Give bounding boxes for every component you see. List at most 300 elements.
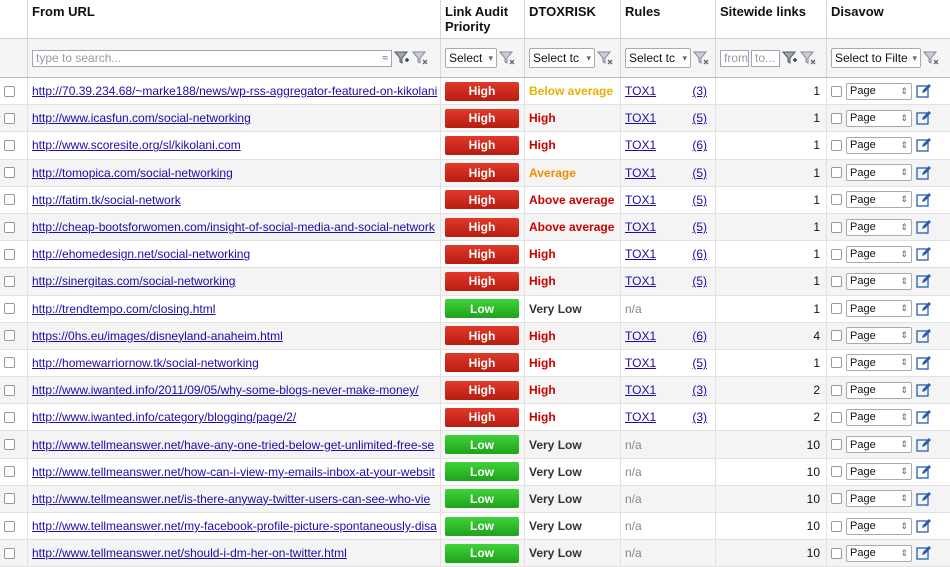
row-checkbox[interactable] xyxy=(4,493,15,504)
filter-cell-rules xyxy=(621,39,716,77)
row-checkbox[interactable] xyxy=(4,303,15,314)
from-url-cell xyxy=(28,105,441,131)
sitewide-count: 10 xyxy=(806,491,820,506)
rule-count-link[interactable]: (5) xyxy=(692,355,707,370)
rules-cell xyxy=(621,540,716,566)
sitewide-count: 1 xyxy=(813,138,820,153)
filter-cell-priority xyxy=(441,39,525,77)
rule-count-link[interactable]: (6) xyxy=(692,328,707,343)
rule-link[interactable]: TOX1 xyxy=(625,220,657,235)
edit-icon[interactable] xyxy=(916,409,932,425)
from-url-cell xyxy=(28,132,441,158)
header-rules[interactable]: Rules xyxy=(621,0,716,38)
disavow-select-value: Page xyxy=(850,384,876,397)
priority-badge: High xyxy=(445,381,519,400)
from-url-link[interactable]: http://www.tellmeanswer.net/have-any-one-tried-below-get-unlimited-free-se xyxy=(32,437,435,452)
rule-link[interactable]: TOX1 xyxy=(625,355,657,370)
disavow-select-value: Page xyxy=(850,465,876,478)
rule-link: n/a xyxy=(625,437,642,452)
from-url-cell xyxy=(28,377,441,403)
disavow-checkbox[interactable] xyxy=(831,357,842,368)
disavow-checkbox[interactable] xyxy=(831,412,842,423)
from-url-cell xyxy=(28,214,441,240)
disavow-filter-value: Select to Filte xyxy=(835,51,908,65)
priority-badge: Low xyxy=(445,435,519,454)
disavow-select[interactable] xyxy=(846,246,912,263)
from-url-link[interactable]: http://www.tellmeanswer.net/should-i-dm-her-on-twitter.html xyxy=(32,546,347,561)
edit-icon[interactable] xyxy=(916,192,932,208)
rule-count-link[interactable]: (3) xyxy=(692,383,707,398)
from-url-cell xyxy=(28,404,441,430)
table-row xyxy=(0,132,950,159)
sitewide-count: 1 xyxy=(813,192,820,207)
rule-count-link[interactable]: (6) xyxy=(692,247,707,262)
table-row xyxy=(0,241,950,268)
filter-cell-url xyxy=(28,39,441,77)
disavow-select[interactable] xyxy=(846,219,912,236)
row-checkbox[interactable] xyxy=(4,167,15,178)
sitewide-count: 10 xyxy=(806,519,820,534)
header-from-url[interactable]: From URL xyxy=(28,0,441,38)
disavow-checkbox[interactable] xyxy=(831,222,842,233)
edit-icon[interactable] xyxy=(916,355,932,371)
sitewide-cell xyxy=(716,486,827,512)
sitewide-count: 1 xyxy=(813,111,820,126)
from-url-link[interactable]: http://www.iwanted.info/category/blogging/page/2/ xyxy=(32,410,297,425)
from-url-link[interactable]: http://sinergitas.com/social-networking xyxy=(32,274,236,289)
table-row xyxy=(0,187,950,214)
rule-count-link[interactable]: (5) xyxy=(692,165,707,180)
filter-clear-icon[interactable] xyxy=(499,50,515,66)
sitewide-cell xyxy=(716,350,827,376)
dtoxrisk-cell xyxy=(525,132,621,158)
disavow-checkbox[interactable] xyxy=(831,113,842,124)
priority-badge: High xyxy=(445,245,519,264)
chevron-updown-icon: ⇕ xyxy=(900,85,908,96)
filter-cell-select xyxy=(0,39,28,77)
priority-cell xyxy=(441,486,525,512)
disavow-filter-select[interactable] xyxy=(831,48,921,68)
edit-icon[interactable] xyxy=(916,328,932,344)
disavow-select[interactable] xyxy=(846,409,912,426)
rule-link[interactable]: TOX1 xyxy=(625,383,657,398)
row-checkbox[interactable] xyxy=(4,249,15,260)
disavow-checkbox[interactable] xyxy=(831,249,842,260)
chevron-updown-icon: ⇕ xyxy=(900,466,908,477)
from-url-link[interactable]: http://ehomedesign.net/social-networking xyxy=(32,247,251,262)
disavow-select[interactable] xyxy=(846,164,912,181)
dtox-filter-value: Select tc xyxy=(533,51,580,65)
rule-link[interactable]: TOX1 xyxy=(625,328,657,343)
disavow-select[interactable] xyxy=(846,518,912,535)
row-checkbox[interactable] xyxy=(4,412,15,423)
disavow-cell xyxy=(827,296,950,322)
disavow-select-value: Page xyxy=(850,221,876,234)
dtoxrisk-value: Very Low xyxy=(529,546,582,561)
sitewide-cell xyxy=(716,132,827,158)
from-url-cell xyxy=(28,268,441,294)
header-sitewide[interactable]: Sitewide links xyxy=(716,0,827,38)
rule-link[interactable]: TOX1 xyxy=(625,247,657,262)
dtoxrisk-cell xyxy=(525,431,621,457)
priority-badge: High xyxy=(445,326,519,345)
disavow-cell xyxy=(827,105,950,131)
dtoxrisk-cell xyxy=(525,241,621,267)
row-checkbox[interactable] xyxy=(4,276,15,287)
from-url-link[interactable]: http://70.39.234.68/~marke188/news/wp-rss-aggregator-featured-on-kikolani xyxy=(32,84,438,99)
row-select-cell xyxy=(0,513,28,539)
disavow-select[interactable] xyxy=(846,327,912,344)
from-url-link[interactable]: http://tomopica.com/social-networking xyxy=(32,165,233,180)
priority-badge: Low xyxy=(445,462,519,481)
priority-filter-value: Select xyxy=(449,51,483,65)
disavow-checkbox[interactable] xyxy=(831,521,842,532)
disavow-cell xyxy=(827,350,950,376)
filter-add-icon[interactable] xyxy=(394,50,410,66)
from-url-cell xyxy=(28,486,441,512)
rules-cell xyxy=(621,160,716,186)
dtoxrisk-cell xyxy=(525,214,621,240)
from-url-link[interactable]: http://www.tellmeanswer.net/my-facebook-profile-picture-spontaneously-disa xyxy=(32,519,437,534)
from-url-link[interactable]: http://fatim.tk/social-network xyxy=(32,192,181,207)
chevron-updown-icon: ⇕ xyxy=(900,112,908,123)
disavow-checkbox[interactable] xyxy=(831,140,842,151)
from-url-link[interactable]: https://0hs.eu/images/disneyland-anaheim.html xyxy=(32,328,283,343)
disavow-select[interactable] xyxy=(846,463,912,480)
filter-cell-disavow xyxy=(827,39,950,77)
disavow-checkbox[interactable] xyxy=(831,167,842,178)
table-row xyxy=(0,214,950,241)
dtoxrisk-value: Above average xyxy=(529,192,615,207)
row-select-cell xyxy=(0,459,28,485)
filter-clear-icon[interactable] xyxy=(597,50,613,66)
priority-filter-select[interactable] xyxy=(445,48,497,68)
header-dtoxrisk[interactable]: DTOXRISK xyxy=(525,0,621,38)
row-checkbox[interactable] xyxy=(4,439,15,450)
from-url-link[interactable]: http://www.iwanted.info/2011/09/05/why-some-blogs-never-make-money/ xyxy=(32,383,419,398)
edit-icon[interactable] xyxy=(916,518,932,534)
disavow-select[interactable] xyxy=(846,545,912,562)
chevron-down-icon: ▾ xyxy=(488,52,493,63)
priority-badge: Low xyxy=(445,544,519,563)
rule-link[interactable]: TOX1 xyxy=(625,84,657,99)
from-url-cell xyxy=(28,459,441,485)
edit-icon[interactable] xyxy=(916,137,932,153)
dtoxrisk-cell xyxy=(525,486,621,512)
edit-icon[interactable] xyxy=(916,382,932,398)
rules-cell xyxy=(621,241,716,267)
from-url-link[interactable]: http://www.tellmeanswer.net/is-there-anyway-twitter-users-can-see-who-vie xyxy=(32,491,431,506)
rules-cell xyxy=(621,431,716,457)
rule-count-link[interactable]: (5) xyxy=(692,220,707,235)
dtoxrisk-value: Very Low xyxy=(529,519,582,534)
dtoxrisk-value: High xyxy=(529,247,556,262)
disavow-checkbox[interactable] xyxy=(831,385,842,396)
from-url-cell xyxy=(28,187,441,213)
from-url-link[interactable]: http://cheap-bootsforwomen.com/insight-of-social-media-and-social-network xyxy=(32,220,435,235)
priority-cell xyxy=(441,105,525,131)
edit-icon[interactable] xyxy=(916,219,932,235)
sitewide-cell xyxy=(716,404,827,430)
rule-link[interactable]: TOX1 xyxy=(625,165,657,180)
disavow-checkbox[interactable] xyxy=(831,439,842,450)
disavow-checkbox[interactable] xyxy=(831,466,842,477)
rules-cell xyxy=(621,377,716,403)
filter-clear-icon[interactable] xyxy=(923,50,939,66)
rules-cell xyxy=(621,350,716,376)
priority-badge: Low xyxy=(445,517,519,536)
row-checkbox[interactable] xyxy=(4,357,15,368)
disavow-checkbox[interactable] xyxy=(831,303,842,314)
priority-cell xyxy=(441,459,525,485)
sitewide-count: 10 xyxy=(806,464,820,479)
disavow-select-value: Page xyxy=(850,329,876,342)
rule-link: n/a xyxy=(625,546,642,561)
rule-count-link[interactable]: (5) xyxy=(692,192,707,207)
sitewide-count: 1 xyxy=(813,165,820,180)
chevron-updown-icon: ⇕ xyxy=(900,194,908,205)
disavow-select[interactable] xyxy=(846,110,912,127)
rules-cell xyxy=(621,268,716,294)
row-checkbox[interactable] xyxy=(4,194,15,205)
from-url-cell xyxy=(28,160,441,186)
sitewide-count: 1 xyxy=(813,274,820,289)
rule-count-link[interactable]: (6) xyxy=(692,138,707,153)
row-checkbox[interactable] xyxy=(4,548,15,559)
table-row xyxy=(0,459,950,486)
sitewide-cell xyxy=(716,78,827,104)
dtoxrisk-cell xyxy=(525,296,621,322)
rule-link: n/a xyxy=(625,519,642,534)
row-select-cell xyxy=(0,377,28,403)
row-select-cell xyxy=(0,132,28,158)
row-checkbox[interactable] xyxy=(4,86,15,97)
disavow-checkbox[interactable] xyxy=(831,548,842,559)
dtox-filter-select[interactable] xyxy=(529,48,595,68)
from-url-link[interactable]: http://www.scoresite.org/sl/kikolani.com xyxy=(32,138,241,153)
row-select-cell xyxy=(0,404,28,430)
sitewide-cell xyxy=(716,214,827,240)
edit-icon[interactable] xyxy=(916,437,932,453)
from-url-link[interactable]: http://trendtempo.com/closing.html xyxy=(32,301,216,316)
regex-icon[interactable]: ≈ xyxy=(382,52,388,64)
chevron-updown-icon: ⇕ xyxy=(900,411,908,422)
sitewide-count: 1 xyxy=(813,355,820,370)
rules-filter-select[interactable] xyxy=(625,48,691,68)
from-url-cell xyxy=(28,241,441,267)
priority-cell xyxy=(441,268,525,294)
disavow-checkbox[interactable] xyxy=(831,330,842,341)
chevron-updown-icon: ⇕ xyxy=(900,357,908,368)
chevron-down-icon: ▾ xyxy=(912,52,917,63)
rule-count-link[interactable]: (5) xyxy=(692,274,707,289)
disavow-cell xyxy=(827,187,950,213)
row-select-cell xyxy=(0,431,28,457)
disavow-select-value: Page xyxy=(850,547,876,560)
table-row xyxy=(0,513,950,540)
chevron-updown-icon: ⇕ xyxy=(900,139,908,150)
disavow-cell xyxy=(827,459,950,485)
priority-badge: Low xyxy=(445,299,519,318)
dtoxrisk-cell xyxy=(525,377,621,403)
dtoxrisk-value: High xyxy=(529,274,556,289)
priority-cell xyxy=(441,160,525,186)
edit-icon[interactable] xyxy=(916,273,932,289)
edit-icon[interactable] xyxy=(916,491,932,507)
disavow-select-value: Page xyxy=(850,520,876,533)
header-disavow[interactable]: Disavow xyxy=(831,4,884,19)
dtoxrisk-value: Average xyxy=(529,165,576,180)
disavow-checkbox[interactable] xyxy=(831,276,842,287)
rule-link: n/a xyxy=(625,491,642,506)
rule-link[interactable]: TOX1 xyxy=(625,410,657,425)
priority-badge: Low xyxy=(445,489,519,508)
sitewide-to-input[interactable] xyxy=(751,50,780,67)
rules-cell xyxy=(621,296,716,322)
table-row xyxy=(0,350,950,377)
row-checkbox[interactable] xyxy=(4,330,15,341)
from-url-link[interactable]: http://www.icasfun.com/social-networking xyxy=(32,111,251,126)
row-select-cell xyxy=(0,241,28,267)
dtoxrisk-value: Very Low xyxy=(529,491,582,506)
row-checkbox[interactable] xyxy=(4,521,15,532)
table-row xyxy=(0,486,950,513)
row-checkbox[interactable] xyxy=(4,466,15,477)
chevron-updown-icon: ⇕ xyxy=(900,384,908,395)
filter-clear-icon[interactable] xyxy=(800,50,816,66)
disavow-checkbox[interactable] xyxy=(831,493,842,504)
edit-icon[interactable] xyxy=(916,83,932,99)
priority-cell xyxy=(441,513,525,539)
edit-icon[interactable] xyxy=(916,301,932,317)
disavow-select[interactable] xyxy=(846,490,912,507)
row-checkbox[interactable] xyxy=(4,385,15,396)
header-priority[interactable]: Link Audit Priority xyxy=(441,0,525,38)
sitewide-cell xyxy=(716,160,827,186)
disavow-select-value: Page xyxy=(850,139,876,152)
from-url-cell xyxy=(28,350,441,376)
filter-clear-icon[interactable] xyxy=(693,50,709,66)
priority-cell xyxy=(441,187,525,213)
table-row xyxy=(0,268,950,295)
row-checkbox[interactable] xyxy=(4,113,15,124)
priority-cell xyxy=(441,214,525,240)
row-checkbox[interactable] xyxy=(4,222,15,233)
url-search-placeholder: type to search... xyxy=(36,50,122,65)
disavow-select-value: Page xyxy=(850,112,876,125)
disavow-cell xyxy=(827,323,950,349)
dtoxrisk-value: High xyxy=(529,138,556,153)
edit-icon[interactable] xyxy=(916,246,932,262)
rules-cell xyxy=(621,323,716,349)
chevron-updown-icon: ⇕ xyxy=(900,167,908,178)
rules-cell xyxy=(621,132,716,158)
disavow-select-value: Page xyxy=(850,166,876,179)
rule-count-link[interactable]: (5) xyxy=(692,111,707,126)
rule-link[interactable]: TOX1 xyxy=(625,274,657,289)
disavow-select[interactable] xyxy=(846,137,912,154)
disavow-select[interactable] xyxy=(846,382,912,399)
disavow-cell xyxy=(827,404,950,430)
chevron-down-icon: ▾ xyxy=(586,52,591,63)
dtoxrisk-value: Very Low xyxy=(529,301,582,316)
disavow-select[interactable] xyxy=(846,436,912,453)
sitewide-count: 1 xyxy=(813,247,820,262)
disavow-select[interactable] xyxy=(846,191,912,208)
filter-add-icon[interactable] xyxy=(782,50,798,66)
disavow-cell xyxy=(827,377,950,403)
filter-cell-sitewide xyxy=(716,39,827,77)
disavow-select[interactable] xyxy=(846,83,912,100)
row-select-cell xyxy=(0,105,28,131)
dtoxrisk-value: High xyxy=(529,355,556,370)
sitewide-from-input[interactable] xyxy=(720,50,749,67)
priority-badge: High xyxy=(445,218,519,237)
edit-icon[interactable] xyxy=(916,165,932,181)
edit-icon[interactable] xyxy=(916,464,932,480)
chevron-updown-icon: ⇕ xyxy=(900,248,908,259)
sitewide-cell xyxy=(716,459,827,485)
filter-row xyxy=(0,39,950,78)
dtoxrisk-cell xyxy=(525,160,621,186)
edit-icon[interactable] xyxy=(916,110,932,126)
priority-cell xyxy=(441,404,525,430)
table-row xyxy=(0,105,950,132)
row-select-cell xyxy=(0,540,28,566)
dtoxrisk-value: Above average xyxy=(529,220,615,235)
from-url-cell xyxy=(28,78,441,104)
sitewide-from-placeholder: from xyxy=(724,50,748,65)
row-checkbox[interactable] xyxy=(4,140,15,151)
table-row xyxy=(0,431,950,458)
disavow-select[interactable] xyxy=(846,354,912,371)
from-url-cell xyxy=(28,540,441,566)
disavow-checkbox[interactable] xyxy=(831,86,842,97)
disavow-select[interactable] xyxy=(846,273,912,290)
disavow-checkbox[interactable] xyxy=(831,194,842,205)
rule-count-link[interactable]: (3) xyxy=(692,410,707,425)
disavow-select-value: Page xyxy=(850,356,876,369)
table-row xyxy=(0,404,950,431)
rule-link[interactable]: TOX1 xyxy=(625,111,657,126)
from-url-link[interactable]: http://homewarriornow.tk/social-networking xyxy=(32,355,259,370)
dtoxrisk-value: High xyxy=(529,111,556,126)
from-url-link[interactable]: http://www.tellmeanswer.net/how-can-i-view-my-emails-inbox-at-your-websit xyxy=(32,464,435,479)
priority-badge: High xyxy=(445,408,519,427)
rules-cell xyxy=(621,513,716,539)
dtoxrisk-cell xyxy=(525,187,621,213)
rule-link[interactable]: TOX1 xyxy=(625,138,657,153)
dtoxrisk-value: Very Low xyxy=(529,464,582,479)
disavow-select-value: Page xyxy=(850,411,876,424)
rule-count-link[interactable]: (3) xyxy=(692,84,707,99)
url-search-input[interactable] xyxy=(32,50,392,67)
disavow-select[interactable] xyxy=(846,300,912,317)
disavow-cell xyxy=(827,540,950,566)
priority-badge: High xyxy=(445,353,519,372)
sitewide-count: 1 xyxy=(813,220,820,235)
priority-cell xyxy=(441,377,525,403)
sitewide-cell xyxy=(716,540,827,566)
disavow-cell xyxy=(827,132,950,158)
rule-link[interactable]: TOX1 xyxy=(625,192,657,207)
header-select xyxy=(0,0,28,38)
priority-cell xyxy=(441,540,525,566)
priority-cell xyxy=(441,431,525,457)
table-row xyxy=(0,323,950,350)
filter-clear-icon[interactable] xyxy=(412,50,428,66)
sitewide-count: 2 xyxy=(813,410,820,425)
